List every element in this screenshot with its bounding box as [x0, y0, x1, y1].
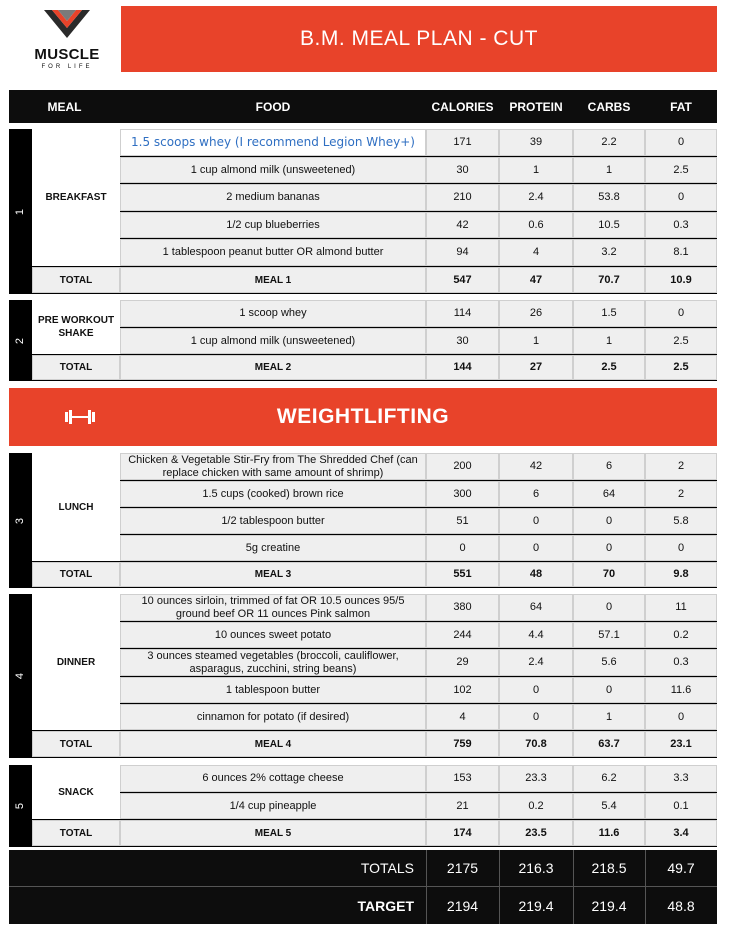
calories-cell: 171: [426, 129, 499, 156]
calories-cell: 21: [426, 793, 499, 819]
calories-cell: 30: [426, 328, 499, 354]
carbs-cell: 5.4: [573, 793, 645, 819]
column-header-calories: CALORIES: [431, 99, 494, 114]
protein-cell: 0: [499, 535, 573, 561]
protein-cell: 23.3: [499, 765, 573, 792]
logo-text: MUSCLE: [34, 46, 100, 63]
summary-table: [9, 850, 717, 924]
totals-carbs: 218.5: [591, 860, 627, 876]
total-calories-cell: 144: [426, 355, 499, 380]
total-carbs-cell: 70.7: [573, 267, 645, 293]
logo: [22, 8, 112, 72]
protein-cell: 26: [499, 300, 573, 327]
target-calories: 2194: [446, 897, 479, 914]
fat-cell: 0: [645, 535, 717, 561]
total-label: TOTAL: [32, 267, 120, 293]
total-carbs-cell: 70: [573, 562, 645, 587]
fat-cell: 2: [645, 453, 717, 480]
total-meal-cell: MEAL 4: [120, 731, 426, 757]
meal-name: SNACK: [32, 765, 120, 819]
page-title: B.M. MEAL PLAN - CUT: [121, 6, 717, 72]
logo-mark-icon: [42, 8, 92, 46]
total-label: TOTAL: [32, 355, 120, 380]
total-meal-cell: MEAL 5: [120, 820, 426, 846]
fat-cell: 0: [645, 184, 717, 211]
meal-name: DINNER: [32, 594, 120, 730]
calories-cell: 94: [426, 239, 499, 266]
fat-cell: 0.3: [645, 649, 717, 676]
totals-calories: 2175: [446, 860, 479, 876]
protein-cell: 0: [499, 704, 573, 730]
total-protein-cell: 48: [499, 562, 573, 587]
food-cell: 1 scoop whey: [120, 300, 426, 327]
calories-cell: 210: [426, 184, 499, 211]
total-fat-cell: 10.9: [645, 267, 717, 293]
total-protein-cell: 70.8: [499, 731, 573, 757]
fat-cell: 8.1: [645, 239, 717, 266]
meal-number: [9, 129, 32, 294]
food-cell: 5g creatine: [120, 535, 426, 561]
carbs-cell: 0: [573, 677, 645, 703]
protein-cell: 0.2: [499, 793, 573, 819]
meal-number-label: 4: [14, 672, 27, 680]
fat-cell: 0.1: [645, 793, 717, 819]
column-header-protein: PROTEIN: [509, 99, 563, 114]
food-cell: 2 medium bananas: [120, 184, 426, 211]
carbs-cell: 53.8: [573, 184, 645, 211]
dumbbell-icon: [64, 409, 96, 425]
food-cell: 1/2 cup blueberries: [120, 212, 426, 238]
protein-cell: 1: [499, 157, 573, 183]
meal-block-2: [9, 300, 717, 381]
fat-cell: 2.5: [645, 328, 717, 354]
fat-cell: 2.5: [645, 157, 717, 183]
protein-cell: 2.4: [499, 649, 573, 676]
meal-block-1: [9, 129, 717, 294]
calories-cell: 30: [426, 157, 499, 183]
protein-cell: 64: [499, 594, 573, 621]
total-protein-cell: 47: [499, 267, 573, 293]
logo-subtext: FOR LIFE: [41, 64, 93, 70]
carbs-cell: 10.5: [573, 212, 645, 238]
food-link[interactable]: 1.5 scoops whey (I recommend Legion Whey+): [120, 129, 426, 156]
totals-protein: 216.3: [518, 860, 554, 876]
total-meal-cell: MEAL 3: [120, 562, 426, 587]
calories-cell: 200: [426, 453, 499, 480]
food-cell: 3 ounces steamed vegetables (broccoli, cauliflower, asparagus, zucchini, string beans): [120, 649, 426, 676]
carbs-cell: 3.2: [573, 239, 645, 266]
fat-cell: 0.3: [645, 212, 717, 238]
carbs-cell: 0: [573, 535, 645, 561]
meal-number: [9, 765, 32, 847]
meal-name: PRE WORKOUT SHAKE: [32, 300, 120, 354]
meal-number: [9, 594, 32, 758]
target-protein: 219.4: [518, 897, 554, 914]
column-header-row: [9, 90, 717, 123]
meal-number: [9, 453, 32, 588]
carbs-cell: 1: [573, 157, 645, 183]
meal-number-label: 1: [14, 208, 27, 215]
carbs-cell: 0: [573, 508, 645, 534]
total-protein-cell: 23.5: [499, 820, 573, 846]
carbs-cell: 6: [573, 453, 645, 480]
carbs-cell: 6.2: [573, 765, 645, 792]
total-fat-cell: 9.8: [645, 562, 717, 587]
fat-cell: 5.8: [645, 508, 717, 534]
fat-cell: 0: [645, 129, 717, 156]
carbs-cell: 1: [573, 704, 645, 730]
total-meal-cell: MEAL 2: [120, 355, 426, 380]
protein-cell: 4.4: [499, 622, 573, 648]
protein-cell: 6: [499, 481, 573, 507]
protein-cell: 42: [499, 453, 573, 480]
protein-cell: 0: [499, 677, 573, 703]
total-carbs-cell: 63.7: [573, 731, 645, 757]
fat-cell: 11.6: [645, 677, 717, 703]
food-cell: 1.5 cups (cooked) brown rice: [120, 481, 426, 507]
column-header-meal: MEAL: [47, 99, 82, 114]
food-cell: Chicken & Vegetable Stir-Fry from The Shredded Chef (can replace chicken with same amount of shrimp): [120, 453, 426, 480]
protein-cell: 2.4: [499, 184, 573, 211]
fat-cell: 0: [645, 300, 717, 327]
food-cell: 10 ounces sirloin, trimmed of fat OR 10.5 ounces 95/5 ground beef OR 11 ounces Pink salmon: [120, 594, 426, 621]
target-carbs: 219.4: [591, 897, 627, 914]
protein-cell: 4: [499, 239, 573, 266]
calories-cell: 153: [426, 765, 499, 792]
total-calories-cell: 547: [426, 267, 499, 293]
total-fat-cell: 3.4: [645, 820, 717, 846]
food-cell: 6 ounces 2% cottage cheese: [120, 765, 426, 792]
fat-cell: 11: [645, 594, 717, 621]
food-cell: 1 cup almond milk (unsweetened): [120, 157, 426, 183]
carbs-cell: 2.2: [573, 129, 645, 156]
total-protein-cell: 27: [499, 355, 573, 380]
protein-cell: 39: [499, 129, 573, 156]
protein-cell: 0: [499, 508, 573, 534]
calories-cell: 114: [426, 300, 499, 327]
carbs-cell: 1: [573, 328, 645, 354]
total-label: TOTAL: [32, 820, 120, 846]
fat-cell: 3.3: [645, 765, 717, 792]
carbs-cell: 64: [573, 481, 645, 507]
meal-name: LUNCH: [32, 453, 120, 561]
food-cell: cinnamon for potato (if desired): [120, 704, 426, 730]
meal-block-3: [9, 453, 717, 588]
total-calories-cell: 174: [426, 820, 499, 846]
target-fat: 48.8: [667, 897, 695, 914]
protein-cell: 1: [499, 328, 573, 354]
fat-cell: 0: [645, 704, 717, 730]
meal-number-label: 5: [14, 802, 27, 810]
carbs-cell: 57.1: [573, 622, 645, 648]
meal-name: BREAKFAST: [32, 129, 120, 266]
fat-cell: 0.2: [645, 622, 717, 648]
total-label: TOTAL: [32, 731, 120, 757]
meal-block-4: [9, 594, 717, 758]
food-cell: 10 ounces sweet potato: [120, 622, 426, 648]
protein-cell: 0.6: [499, 212, 573, 238]
weightlifting-label: WEIGHTLIFTING: [276, 405, 450, 428]
meal-block-5: [9, 765, 717, 847]
fat-cell: 2: [645, 481, 717, 507]
food-cell: 1/2 tablespoon butter: [120, 508, 426, 534]
food-cell: 1 tablespoon peanut butter OR almond butter: [120, 239, 426, 266]
totals-fat: 49.7: [667, 860, 695, 876]
meal-number: [9, 300, 32, 381]
total-calories-cell: 551: [426, 562, 499, 587]
calories-cell: 102: [426, 677, 499, 703]
calories-cell: 29: [426, 649, 499, 676]
total-meal-cell: MEAL 1: [120, 267, 426, 293]
column-header-food: FOOD: [255, 99, 291, 114]
total-fat-cell: 2.5: [645, 355, 717, 380]
calories-cell: 42: [426, 212, 499, 238]
total-carbs-cell: 11.6: [573, 820, 645, 846]
carbs-cell: 5.6: [573, 649, 645, 676]
total-label: TOTAL: [32, 562, 120, 587]
column-header-fat: FAT: [670, 99, 692, 114]
calories-cell: 380: [426, 594, 499, 621]
calories-cell: 51: [426, 508, 499, 534]
total-fat-cell: 23.1: [645, 731, 717, 757]
carbs-cell: 0: [573, 594, 645, 621]
food-cell: 1/4 cup pineapple: [120, 793, 426, 819]
total-carbs-cell: 2.5: [573, 355, 645, 380]
calories-cell: 300: [426, 481, 499, 507]
food-cell: 1 tablespoon butter: [120, 677, 426, 703]
meal-number-label: 3: [14, 517, 27, 524]
calories-cell: 4: [426, 704, 499, 730]
meal-number-label: 2: [14, 337, 27, 344]
total-calories-cell: 759: [426, 731, 499, 757]
carbs-cell: 1.5: [573, 300, 645, 327]
column-header-carbs: CARBS: [587, 99, 631, 114]
food-cell: 1 cup almond milk (unsweetened): [120, 328, 426, 354]
target-label: TARGET: [357, 897, 414, 914]
totals-label: TOTALS: [360, 860, 414, 876]
calories-cell: 244: [426, 622, 499, 648]
weightlifting-banner: [9, 388, 717, 446]
calories-cell: 0: [426, 535, 499, 561]
